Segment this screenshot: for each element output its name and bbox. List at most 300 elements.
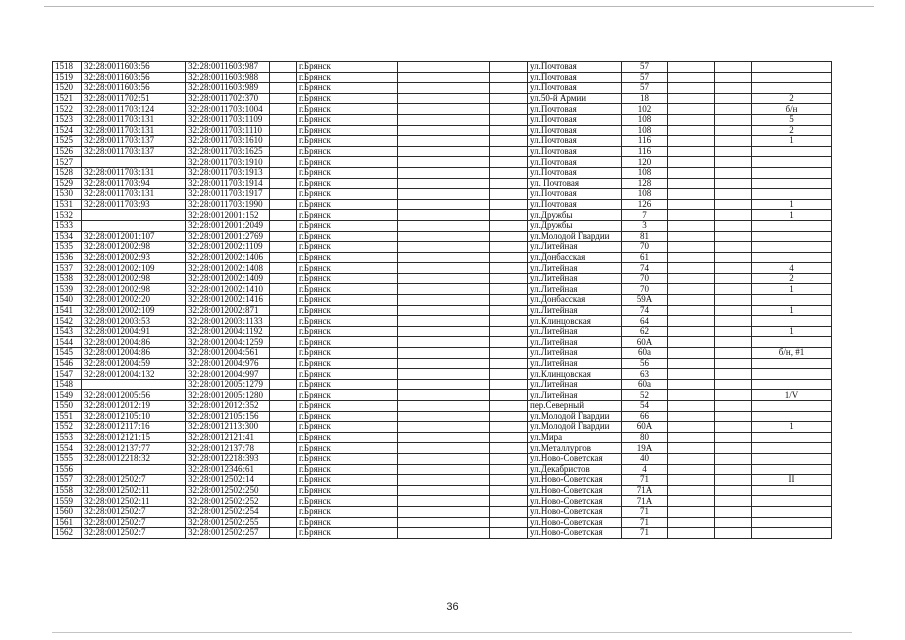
empty-cell [715,464,752,475]
empty-cell [490,199,528,210]
cadastral-number: 32:28:0011703:1610 [186,136,270,147]
empty-cell [270,189,297,200]
cadastral-number: 32:28:0012502:255 [186,517,270,528]
empty-cell [715,189,752,200]
street: ул.Литейная [528,242,622,253]
row-number: 1560 [53,506,82,517]
empty-cell [490,62,528,73]
street: ул.Мира [528,432,622,443]
street: ул.Литейная [528,284,622,295]
row-number: 1535 [53,242,82,253]
empty-cell [668,167,715,178]
street: ул.Почтовая [528,189,622,200]
house-number: 57 [622,62,668,73]
empty-cell [270,220,297,231]
unit-note [752,242,832,253]
empty-cell [398,199,490,210]
empty-cell [490,242,528,253]
empty-cell [668,72,715,83]
row-number: 1532 [53,210,82,221]
table-row [53,464,832,475]
unit-note: 1 [752,210,832,221]
city: г.Брянск [297,93,398,104]
empty-cell [398,453,490,464]
table-row [53,422,832,433]
empty-cell [270,369,297,380]
table-row [53,443,832,454]
street: ул.Почтовая [528,125,622,136]
empty-cell [668,358,715,369]
empty-cell [668,496,715,507]
table-row [53,295,832,306]
unit-note [752,496,832,507]
empty-cell [668,401,715,412]
table-row [53,326,832,337]
empty-cell [715,422,752,433]
empty-cell [715,305,752,316]
empty-cell [490,210,528,221]
parent-cadastral-number [82,379,186,390]
empty-cell [715,146,752,157]
parent-cadastral-number: 32:28:0012002:98 [82,242,186,253]
empty-cell [668,242,715,253]
unit-note [752,62,832,73]
unit-note [752,411,832,422]
empty-cell [270,252,297,263]
empty-cell [715,348,752,359]
house-number: 108 [622,189,668,200]
unit-note: 2 [752,273,832,284]
house-number: 63 [622,369,668,380]
house-number: 128 [622,178,668,189]
empty-cell [490,295,528,306]
table-row [53,125,832,136]
street: ул.Почтовая [528,114,622,125]
cadastral-number: 32:28:0012121:41 [186,432,270,443]
parent-cadastral-number: 32:28:0011703:131 [82,189,186,200]
cadastral-number: 32:28:0011703:1004 [186,104,270,115]
table-row [53,475,832,486]
empty-cell [490,475,528,486]
parent-cadastral-number: 32:28:0011603:56 [82,62,186,73]
parent-cadastral-number [82,210,186,221]
empty-cell [398,72,490,83]
table-row [53,390,832,401]
empty-cell [715,62,752,73]
empty-cell [668,295,715,306]
empty-cell [715,443,752,454]
unit-note [752,146,832,157]
house-number: 52 [622,390,668,401]
unit-note [752,401,832,412]
empty-cell [398,273,490,284]
house-number: 126 [622,199,668,210]
table-row [53,411,832,422]
empty-cell [668,93,715,104]
unit-note: 1 [752,136,832,147]
street: ул.Литейная [528,337,622,348]
empty-cell [398,358,490,369]
parent-cadastral-number: 32:28:0012002:93 [82,252,186,263]
empty-cell [490,83,528,94]
table-row [53,401,832,412]
row-number: 1526 [53,146,82,157]
unit-note: 4 [752,263,832,274]
unit-note [752,157,832,168]
city: г.Брянск [297,475,398,486]
row-number: 1555 [53,453,82,464]
city: г.Брянск [297,358,398,369]
empty-cell [398,316,490,327]
empty-cell [398,189,490,200]
row-number: 1536 [53,252,82,263]
unit-note [752,443,832,454]
house-number: 57 [622,83,668,94]
row-number: 1524 [53,125,82,136]
empty-cell [715,453,752,464]
cadastral-number: 32:28:0012502:14 [186,475,270,486]
parent-cadastral-number [82,464,186,475]
house-number: 70 [622,273,668,284]
empty-cell [398,284,490,295]
street: ул.Ново-Советская [528,517,622,528]
house-number: 71 [622,506,668,517]
unit-note: 2 [752,93,832,104]
empty-cell [668,104,715,115]
row-number: 1533 [53,220,82,231]
empty-cell [715,273,752,284]
unit-note [752,432,832,443]
cadastral-number: 32:28:0012003:1133 [186,316,270,327]
table-row [53,104,832,115]
empty-cell [490,411,528,422]
empty-cell [398,475,490,486]
empty-cell [490,316,528,327]
parent-cadastral-number: 32:28:0012117:16 [82,422,186,433]
empty-cell [398,104,490,115]
house-number: 71 [622,528,668,539]
table-row [53,178,832,189]
cadastral-number: 32:28:0012502:252 [186,496,270,507]
row-number: 1525 [53,136,82,147]
empty-cell [398,422,490,433]
city: г.Брянск [297,83,398,94]
empty-cell [715,104,752,115]
empty-cell [668,517,715,528]
empty-cell [668,189,715,200]
empty-cell [398,252,490,263]
empty-cell [715,231,752,242]
row-number: 1523 [53,114,82,125]
cadastral-number: 32:28:0012004:1192 [186,326,270,337]
empty-cell [270,506,297,517]
empty-cell [668,464,715,475]
unit-note: б/н, #1 [752,348,832,359]
empty-cell [715,485,752,496]
table-row [53,369,832,380]
street: ул.Донбасская [528,295,622,306]
empty-cell [715,83,752,94]
scan-bottom-edge [52,632,852,633]
empty-cell [398,411,490,422]
empty-cell [490,369,528,380]
empty-cell [715,114,752,125]
empty-cell [715,252,752,263]
unit-note: 1 [752,199,832,210]
city: г.Брянск [297,326,398,337]
unit-note [752,295,832,306]
empty-cell [398,305,490,316]
street: ул.Литейная [528,390,622,401]
cadastral-number: 32:28:0012002:871 [186,305,270,316]
city: г.Брянск [297,453,398,464]
street: ул. Почтовая [528,178,622,189]
parent-cadastral-number: 32:28:0011703:137 [82,146,186,157]
empty-cell [270,337,297,348]
empty-cell [398,443,490,454]
parent-cadastral-number: 32:28:0012004:86 [82,348,186,359]
city: г.Брянск [297,337,398,348]
empty-cell [398,464,490,475]
cadastral-number: 32:28:0011702:370 [186,93,270,104]
city: г.Брянск [297,305,398,316]
cadastral-number: 32:28:0012105:156 [186,411,270,422]
unit-note [752,453,832,464]
empty-cell [668,369,715,380]
table-row [53,210,832,221]
cadastral-number: 32:28:0012002:1409 [186,273,270,284]
row-number: 1552 [53,422,82,433]
parent-cadastral-number: 32:28:0012002:98 [82,284,186,295]
cadastral-number: 32:28:0011703:1914 [186,178,270,189]
house-number: 81 [622,231,668,242]
empty-cell [668,252,715,263]
empty-cell [668,125,715,136]
city: г.Брянск [297,189,398,200]
row-number: 1534 [53,231,82,242]
unit-note: 2 [752,125,832,136]
house-number: 7 [622,210,668,221]
row-number: 1551 [53,411,82,422]
table-row [53,284,832,295]
row-number: 1528 [53,167,82,178]
table-row [53,273,832,284]
table-row [53,146,832,157]
city: г.Брянск [297,220,398,231]
cadastral-number: 32:28:0012137:78 [186,443,270,454]
empty-cell [398,348,490,359]
house-number: 108 [622,114,668,125]
empty-cell [398,242,490,253]
cadastral-number: 32:28:0012004:561 [186,348,270,359]
street: ул.Литейная [528,273,622,284]
street: ул.50-й Армии [528,93,622,104]
house-number: 4 [622,464,668,475]
empty-cell [668,453,715,464]
city: г.Брянск [297,178,398,189]
cadastral-number: 32:28:0012502:257 [186,528,270,539]
house-number: 70 [622,284,668,295]
empty-cell [490,422,528,433]
empty-cell [490,337,528,348]
parent-cadastral-number: 32:28:0012001:107 [82,231,186,242]
row-number: 1519 [53,72,82,83]
empty-cell [668,199,715,210]
empty-cell [270,358,297,369]
empty-cell [398,390,490,401]
city: г.Брянск [297,273,398,284]
empty-cell [490,104,528,115]
street: пер.Северный [528,401,622,412]
empty-cell [398,178,490,189]
empty-cell [270,273,297,284]
empty-cell [490,496,528,507]
table-row [53,136,832,147]
empty-cell [490,125,528,136]
cadastral-number: 32:28:0012005:1280 [186,390,270,401]
house-number: 57 [622,72,668,83]
empty-cell [270,199,297,210]
empty-cell [270,167,297,178]
city: г.Брянск [297,157,398,168]
empty-cell [270,316,297,327]
street: ул.Почтовая [528,83,622,94]
empty-cell [398,485,490,496]
cadastral-number: 32:28:0012004:976 [186,358,270,369]
row-number: 1522 [53,104,82,115]
table-row [53,358,832,369]
empty-cell [398,401,490,412]
empty-cell [398,167,490,178]
row-number: 1531 [53,199,82,210]
house-number: 74 [622,305,668,316]
parent-cadastral-number: 32:28:0011703:131 [82,125,186,136]
row-number: 1545 [53,348,82,359]
house-number: 116 [622,136,668,147]
empty-cell [668,337,715,348]
empty-cell [270,411,297,422]
street: ул.Литейная [528,379,622,390]
table-row [53,93,832,104]
parent-cadastral-number: 32:28:0012218:32 [82,453,186,464]
house-number: 66 [622,411,668,422]
parent-cadastral-number: 32:28:0012137:77 [82,443,186,454]
empty-cell [270,401,297,412]
empty-cell [490,114,528,125]
empty-cell [490,485,528,496]
city: г.Брянск [297,231,398,242]
empty-cell [668,136,715,147]
table-row [53,496,832,507]
empty-cell [490,231,528,242]
row-number: 1518 [53,62,82,73]
row-number: 1520 [53,83,82,94]
empty-cell [490,284,528,295]
house-number: 60А [622,422,668,433]
house-number: 59А [622,295,668,306]
empty-cell [398,326,490,337]
table-row [53,517,832,528]
property-register-table [52,61,832,539]
empty-cell [715,528,752,539]
empty-cell [398,517,490,528]
unit-note [752,252,832,263]
city: г.Брянск [297,390,398,401]
empty-cell [270,475,297,486]
house-number: 64 [622,316,668,327]
empty-cell [715,157,752,168]
empty-cell [715,369,752,380]
row-number: 1544 [53,337,82,348]
table-row [53,506,832,517]
empty-cell [490,379,528,390]
house-number: 70 [622,242,668,253]
empty-cell [715,210,752,221]
street: ул.Молодой Гвардии [528,411,622,422]
street: ул.Ново-Советская [528,453,622,464]
empty-cell [270,517,297,528]
row-number: 1539 [53,284,82,295]
empty-cell [715,337,752,348]
table-row [53,263,832,274]
row-number: 1550 [53,401,82,412]
street: ул.Декабристов [528,464,622,475]
cadastral-number: 32:28:0012001:152 [186,210,270,221]
empty-cell [715,263,752,274]
empty-cell [398,379,490,390]
parent-cadastral-number [82,157,186,168]
table-row [53,337,832,348]
empty-cell [715,93,752,104]
parent-cadastral-number: 32:28:0012003:53 [82,316,186,327]
empty-cell [270,146,297,157]
empty-cell [398,432,490,443]
table-row [53,305,832,316]
empty-cell [668,220,715,231]
row-number: 1558 [53,485,82,496]
empty-cell [490,252,528,263]
city: г.Брянск [297,401,398,412]
empty-cell [668,178,715,189]
row-number: 1547 [53,369,82,380]
empty-cell [715,72,752,83]
house-number: 120 [622,157,668,168]
row-number: 1559 [53,496,82,507]
table-row [53,316,832,327]
parent-cadastral-number [82,220,186,231]
table-row [53,220,832,231]
scan-top-edge [44,6,874,7]
city: г.Брянск [297,348,398,359]
empty-cell [490,157,528,168]
unit-note: 1 [752,326,832,337]
table-row [53,231,832,242]
street: ул.Почтовая [528,136,622,147]
parent-cadastral-number: 32:28:0011703:131 [82,167,186,178]
cadastral-number: 32:28:0011703:1109 [186,114,270,125]
parent-cadastral-number: 32:28:0012002:20 [82,295,186,306]
street: ул.Литейная [528,348,622,359]
unit-note: 1/V [752,390,832,401]
unit-note: II [752,475,832,486]
house-number: 116 [622,146,668,157]
city: г.Брянск [297,485,398,496]
empty-cell [270,93,297,104]
city: г.Брянск [297,422,398,433]
empty-cell [270,379,297,390]
city: г.Брянск [297,263,398,274]
unit-note [752,464,832,475]
